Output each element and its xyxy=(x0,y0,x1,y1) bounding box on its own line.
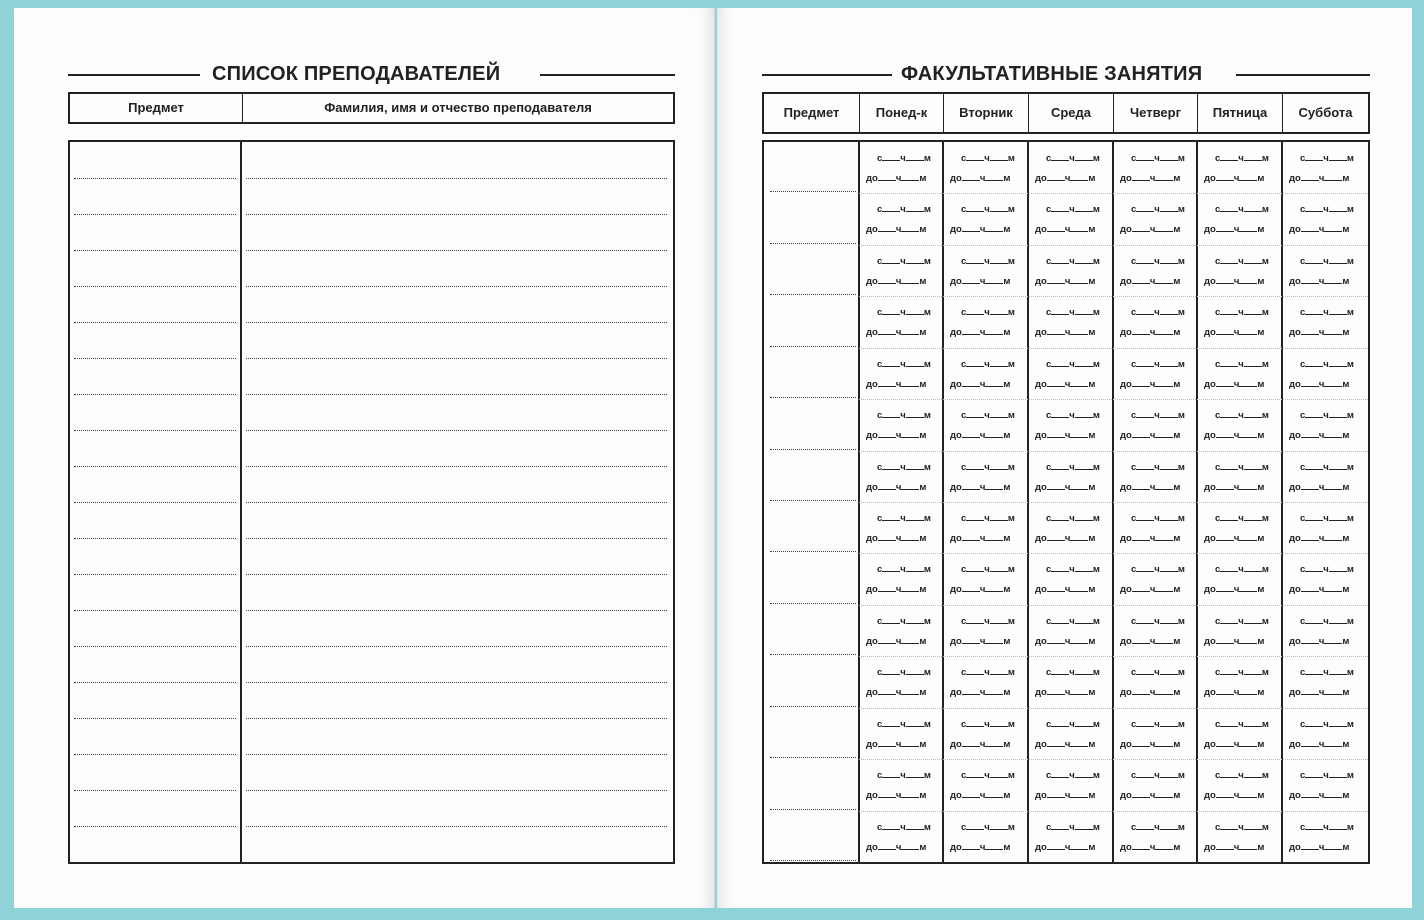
time-to: до ч м xyxy=(1035,482,1096,493)
subject-row-line xyxy=(74,682,236,683)
time-from: с ч м xyxy=(1046,153,1100,164)
time-from: с ч м xyxy=(1300,616,1354,627)
time-to: до ч м xyxy=(1204,842,1265,853)
time-from: с ч м xyxy=(1131,256,1185,267)
time-to: до ч м xyxy=(1204,482,1265,493)
time-from: с ч м xyxy=(1300,307,1354,318)
time-to: до ч м xyxy=(950,636,1011,647)
time-from: с ч м xyxy=(1046,410,1100,421)
time-to: до ч м xyxy=(1289,687,1350,698)
time-to: до ч м xyxy=(1120,584,1181,595)
time-to: до ч м xyxy=(1120,533,1181,544)
subject-row-line xyxy=(74,322,236,323)
time-to: до ч м xyxy=(866,790,927,801)
time-to: до ч м xyxy=(866,430,927,441)
teacher-row-line xyxy=(246,646,667,647)
time-row-separator xyxy=(859,759,1368,760)
time-to: до ч м xyxy=(1120,173,1181,184)
time-from: с ч м xyxy=(1131,204,1185,215)
time-from: с ч м xyxy=(961,153,1015,164)
time-from: с ч м xyxy=(961,822,1015,833)
subject-row-line xyxy=(74,538,236,539)
teacher-row-line xyxy=(246,322,667,323)
time-to: до ч м xyxy=(1204,739,1265,750)
time-to: до ч м xyxy=(1120,739,1181,750)
teacher-row-line xyxy=(246,826,667,827)
elective-subject-line xyxy=(770,346,856,347)
time-from: с ч м xyxy=(1046,667,1100,678)
elective-subject-line xyxy=(770,294,856,295)
time-from: с ч м xyxy=(1215,256,1269,267)
time-to: до ч м xyxy=(1120,327,1181,338)
time-to: до ч м xyxy=(866,739,927,750)
time-to: до ч м xyxy=(866,379,927,390)
time-from: с ч м xyxy=(1046,307,1100,318)
elective-subject-line xyxy=(770,809,856,810)
teacher-row-line xyxy=(246,754,667,755)
subject-row-line xyxy=(74,718,236,719)
time-to: до ч м xyxy=(950,842,1011,853)
time-to: до ч м xyxy=(1289,430,1350,441)
time-from: с ч м xyxy=(1300,719,1354,730)
teachers-title: СПИСОК ПРЕПОДАВАТЕЛЕЙ xyxy=(212,63,501,85)
time-to: до ч м xyxy=(1204,584,1265,595)
elective-subject-line xyxy=(770,500,856,501)
time-from: с ч м xyxy=(1215,204,1269,215)
time-from: с ч м xyxy=(1215,462,1269,473)
time-from: с ч м xyxy=(961,462,1015,473)
time-from: с ч м xyxy=(877,359,931,370)
time-from: с ч м xyxy=(877,307,931,318)
time-to: до ч м xyxy=(1204,533,1265,544)
header-tuesday: Вторник xyxy=(943,92,1028,132)
time-to: до ч м xyxy=(1204,790,1265,801)
time-to: до ч м xyxy=(1120,276,1181,287)
time-to: до ч м xyxy=(950,327,1011,338)
title-rule-right xyxy=(540,74,675,76)
time-to: до ч м xyxy=(866,173,927,184)
time-from: с ч м xyxy=(1215,307,1269,318)
time-to: до ч м xyxy=(950,790,1011,801)
teacher-row-line xyxy=(246,610,667,611)
time-from: с ч м xyxy=(961,616,1015,627)
time-from: с ч м xyxy=(877,770,931,781)
time-from: с ч м xyxy=(1215,410,1269,421)
time-from: с ч м xyxy=(877,719,931,730)
subject-row-line xyxy=(74,178,236,179)
subject-row-line xyxy=(74,286,236,287)
time-to: до ч м xyxy=(1035,687,1096,698)
time-row-separator xyxy=(859,656,1368,657)
time-from: с ч м xyxy=(1300,513,1354,524)
time-from: с ч м xyxy=(877,564,931,575)
time-to: до ч м xyxy=(1204,687,1265,698)
time-from: с ч м xyxy=(1300,153,1354,164)
teacher-row-line xyxy=(246,250,667,251)
time-to: до ч м xyxy=(1204,430,1265,441)
teacher-row-line xyxy=(246,214,667,215)
time-row-separator xyxy=(859,296,1368,297)
time-from: с ч м xyxy=(1215,770,1269,781)
time-to: до ч м xyxy=(866,636,927,647)
time-from: с ч м xyxy=(1046,770,1100,781)
subject-row-line xyxy=(74,826,236,827)
time-to: до ч м xyxy=(866,533,927,544)
time-from: с ч м xyxy=(1215,667,1269,678)
column-divider xyxy=(240,142,242,862)
time-from: с ч м xyxy=(961,564,1015,575)
time-to: до ч м xyxy=(1289,379,1350,390)
time-from: с ч м xyxy=(1131,307,1185,318)
time-from: с ч м xyxy=(1215,513,1269,524)
time-to: до ч м xyxy=(1289,173,1350,184)
header-monday: Понед-к xyxy=(859,92,943,132)
time-row-separator xyxy=(859,708,1368,709)
time-to: до ч м xyxy=(1035,790,1096,801)
time-to: до ч м xyxy=(866,327,927,338)
time-row-separator xyxy=(859,348,1368,349)
time-to: до ч м xyxy=(950,687,1011,698)
time-to: до ч м xyxy=(866,482,927,493)
teacher-row-line xyxy=(246,790,667,791)
left-page xyxy=(14,8,715,908)
subject-row-line xyxy=(74,610,236,611)
time-from: с ч м xyxy=(1131,359,1185,370)
time-to: до ч м xyxy=(1035,533,1096,544)
time-to: до ч м xyxy=(950,173,1011,184)
header-saturday: Суббота xyxy=(1282,92,1368,132)
teacher-row-line xyxy=(246,430,667,431)
time-from: с ч м xyxy=(1300,462,1354,473)
time-from: с ч м xyxy=(877,616,931,627)
time-to: до ч м xyxy=(866,276,927,287)
time-row-separator xyxy=(859,193,1368,194)
time-from: с ч м xyxy=(1215,616,1269,627)
time-to: до ч м xyxy=(1120,379,1181,390)
time-from: с ч м xyxy=(1215,359,1269,370)
time-from: с ч м xyxy=(1215,822,1269,833)
teacher-row-line xyxy=(246,574,667,575)
time-from: с ч м xyxy=(1131,564,1185,575)
time-from: с ч м xyxy=(877,256,931,267)
time-to: до ч м xyxy=(1289,533,1350,544)
time-to: до ч м xyxy=(950,482,1011,493)
time-from: с ч м xyxy=(877,462,931,473)
time-to: до ч м xyxy=(1204,379,1265,390)
right-page xyxy=(717,8,1412,908)
time-from: с ч м xyxy=(961,513,1015,524)
time-to: до ч м xyxy=(1204,327,1265,338)
time-to: до ч м xyxy=(1120,224,1181,235)
time-from: с ч м xyxy=(1131,667,1185,678)
header-subject: Предмет xyxy=(128,99,184,115)
teacher-row-line xyxy=(246,286,667,287)
teacher-row-line xyxy=(246,358,667,359)
header-subject: Предмет xyxy=(783,104,840,120)
title-rule-left xyxy=(68,74,200,76)
time-from: с ч м xyxy=(877,822,931,833)
time-to: до ч м xyxy=(1035,584,1096,595)
time-to: до ч м xyxy=(1035,379,1096,390)
subject-row-line xyxy=(74,394,236,395)
time-from: с ч м xyxy=(1300,822,1354,833)
time-from: с ч м xyxy=(1046,719,1100,730)
subject-row-line xyxy=(74,466,236,467)
time-to: до ч м xyxy=(950,276,1011,287)
time-to: до ч м xyxy=(1204,173,1265,184)
time-to: до ч м xyxy=(1035,224,1096,235)
time-from: с ч м xyxy=(1131,822,1185,833)
time-to: до ч м xyxy=(1289,224,1350,235)
time-to: до ч м xyxy=(1035,430,1096,441)
time-to: до ч м xyxy=(1289,584,1350,595)
time-from: с ч м xyxy=(1131,719,1185,730)
subject-row-line xyxy=(74,790,236,791)
teachers-title-row xyxy=(68,64,675,84)
subject-row-line xyxy=(74,754,236,755)
elective-subject-line xyxy=(770,603,856,604)
time-to: до ч м xyxy=(1289,327,1350,338)
time-from: с ч м xyxy=(877,204,931,215)
time-from: с ч м xyxy=(1300,667,1354,678)
time-from: с ч м xyxy=(961,719,1015,730)
electives-header xyxy=(762,92,1370,134)
subject-row-line xyxy=(74,214,236,215)
time-from: с ч м xyxy=(961,256,1015,267)
time-from: с ч м xyxy=(961,667,1015,678)
time-from: с ч м xyxy=(877,153,931,164)
time-from: с ч м xyxy=(1046,256,1100,267)
time-to: до ч м xyxy=(1120,636,1181,647)
time-from: с ч м xyxy=(1046,564,1100,575)
subject-row-line xyxy=(74,646,236,647)
time-to: до ч м xyxy=(1289,636,1350,647)
time-from: с ч м xyxy=(961,359,1015,370)
elective-subject-line xyxy=(770,243,856,244)
header-wednesday: Среда xyxy=(1028,92,1113,132)
time-from: с ч м xyxy=(1215,564,1269,575)
time-to: до ч м xyxy=(1120,790,1181,801)
time-to: до ч м xyxy=(1120,842,1181,853)
time-to: до ч м xyxy=(1289,790,1350,801)
time-to: до ч м xyxy=(866,584,927,595)
electives-title: ФАКУЛЬТАТИВНЫЕ ЗАНЯТИЯ xyxy=(901,63,1203,85)
time-from: с ч м xyxy=(877,410,931,421)
time-from: с ч м xyxy=(1215,719,1269,730)
time-row-separator xyxy=(859,245,1368,246)
time-to: до ч м xyxy=(950,739,1011,750)
time-from: с ч м xyxy=(1300,410,1354,421)
time-to: до ч м xyxy=(1289,482,1350,493)
teacher-row-line xyxy=(246,394,667,395)
time-from: с ч м xyxy=(1300,359,1354,370)
electives-table-body xyxy=(762,140,1370,864)
time-from: с ч м xyxy=(1215,153,1269,164)
time-to: до ч м xyxy=(1204,224,1265,235)
time-from: с ч м xyxy=(961,770,1015,781)
time-from: с ч м xyxy=(877,667,931,678)
header-teacher-name: Фамилия, имя и отчество преподавателя xyxy=(242,92,673,122)
time-from: с ч м xyxy=(1131,410,1185,421)
time-row-separator xyxy=(859,502,1368,503)
time-from: с ч м xyxy=(1046,204,1100,215)
teacher-row-line xyxy=(246,682,667,683)
time-from: с ч м xyxy=(1046,616,1100,627)
elective-subject-line xyxy=(770,449,856,450)
time-from: с ч м xyxy=(1131,513,1185,524)
time-row-separator xyxy=(859,399,1368,400)
time-to: до ч м xyxy=(950,430,1011,441)
time-to: до ч м xyxy=(1035,327,1096,338)
time-row-separator xyxy=(859,451,1368,452)
time-row-separator xyxy=(859,605,1368,606)
time-from: с ч м xyxy=(1300,564,1354,575)
time-from: с ч м xyxy=(961,307,1015,318)
time-to: до ч м xyxy=(950,224,1011,235)
teacher-row-line xyxy=(246,178,667,179)
header-thursday: Четверг xyxy=(1113,92,1197,132)
time-to: до ч м xyxy=(1035,276,1096,287)
title-rule-right xyxy=(1236,74,1370,76)
time-from: с ч м xyxy=(961,204,1015,215)
time-to: до ч м xyxy=(1035,173,1096,184)
elective-subject-line xyxy=(770,860,856,861)
time-to: до ч м xyxy=(866,224,927,235)
time-from: с ч м xyxy=(1131,153,1185,164)
time-to: до ч м xyxy=(950,379,1011,390)
teacher-row-line xyxy=(246,502,667,503)
time-from: с ч м xyxy=(1131,616,1185,627)
title-rule-left xyxy=(762,74,892,76)
time-row-separator xyxy=(859,553,1368,554)
time-from: с ч м xyxy=(877,513,931,524)
time-to: до ч м xyxy=(1035,739,1096,750)
time-to: до ч м xyxy=(1289,842,1350,853)
elective-subject-line xyxy=(770,706,856,707)
teacher-row-line xyxy=(246,466,667,467)
time-from: с ч м xyxy=(1300,770,1354,781)
time-from: с ч м xyxy=(1046,462,1100,473)
time-to: до ч м xyxy=(1035,636,1096,647)
elective-subject-line xyxy=(770,654,856,655)
time-to: до ч м xyxy=(1120,430,1181,441)
subject-row-line xyxy=(74,430,236,431)
time-from: с ч м xyxy=(1046,359,1100,370)
time-to: до ч м xyxy=(1120,482,1181,493)
time-to: до ч м xyxy=(1204,636,1265,647)
header-friday: Пятница xyxy=(1197,92,1282,132)
teacher-row-line xyxy=(246,718,667,719)
time-from: с ч м xyxy=(1131,462,1185,473)
subject-row-line xyxy=(74,250,236,251)
time-to: до ч м xyxy=(1289,739,1350,750)
time-to: до ч м xyxy=(1035,842,1096,853)
elective-subject-line xyxy=(770,551,856,552)
time-to: до ч м xyxy=(1289,276,1350,287)
time-to: до ч м xyxy=(866,687,927,698)
time-from: с ч м xyxy=(1300,256,1354,267)
time-to: до ч м xyxy=(1120,687,1181,698)
elective-subject-line xyxy=(770,757,856,758)
time-to: до ч м xyxy=(866,842,927,853)
teacher-row-line xyxy=(246,538,667,539)
time-row-separator xyxy=(859,811,1368,812)
time-from: с ч м xyxy=(1131,770,1185,781)
time-from: с ч м xyxy=(1300,204,1354,215)
time-to: до ч м xyxy=(1204,276,1265,287)
time-from: с ч м xyxy=(1046,822,1100,833)
time-to: до ч м xyxy=(950,533,1011,544)
subject-row-line xyxy=(74,574,236,575)
elective-subject-line xyxy=(770,191,856,192)
subject-row-line xyxy=(74,358,236,359)
teachers-table-body xyxy=(68,140,675,864)
teachers-header xyxy=(68,92,675,124)
elective-subject-line xyxy=(770,397,856,398)
subject-row-line xyxy=(74,502,236,503)
time-from: с ч м xyxy=(1046,513,1100,524)
time-from: с ч м xyxy=(961,410,1015,421)
time-to: до ч м xyxy=(950,584,1011,595)
electives-title-row xyxy=(762,64,1370,84)
